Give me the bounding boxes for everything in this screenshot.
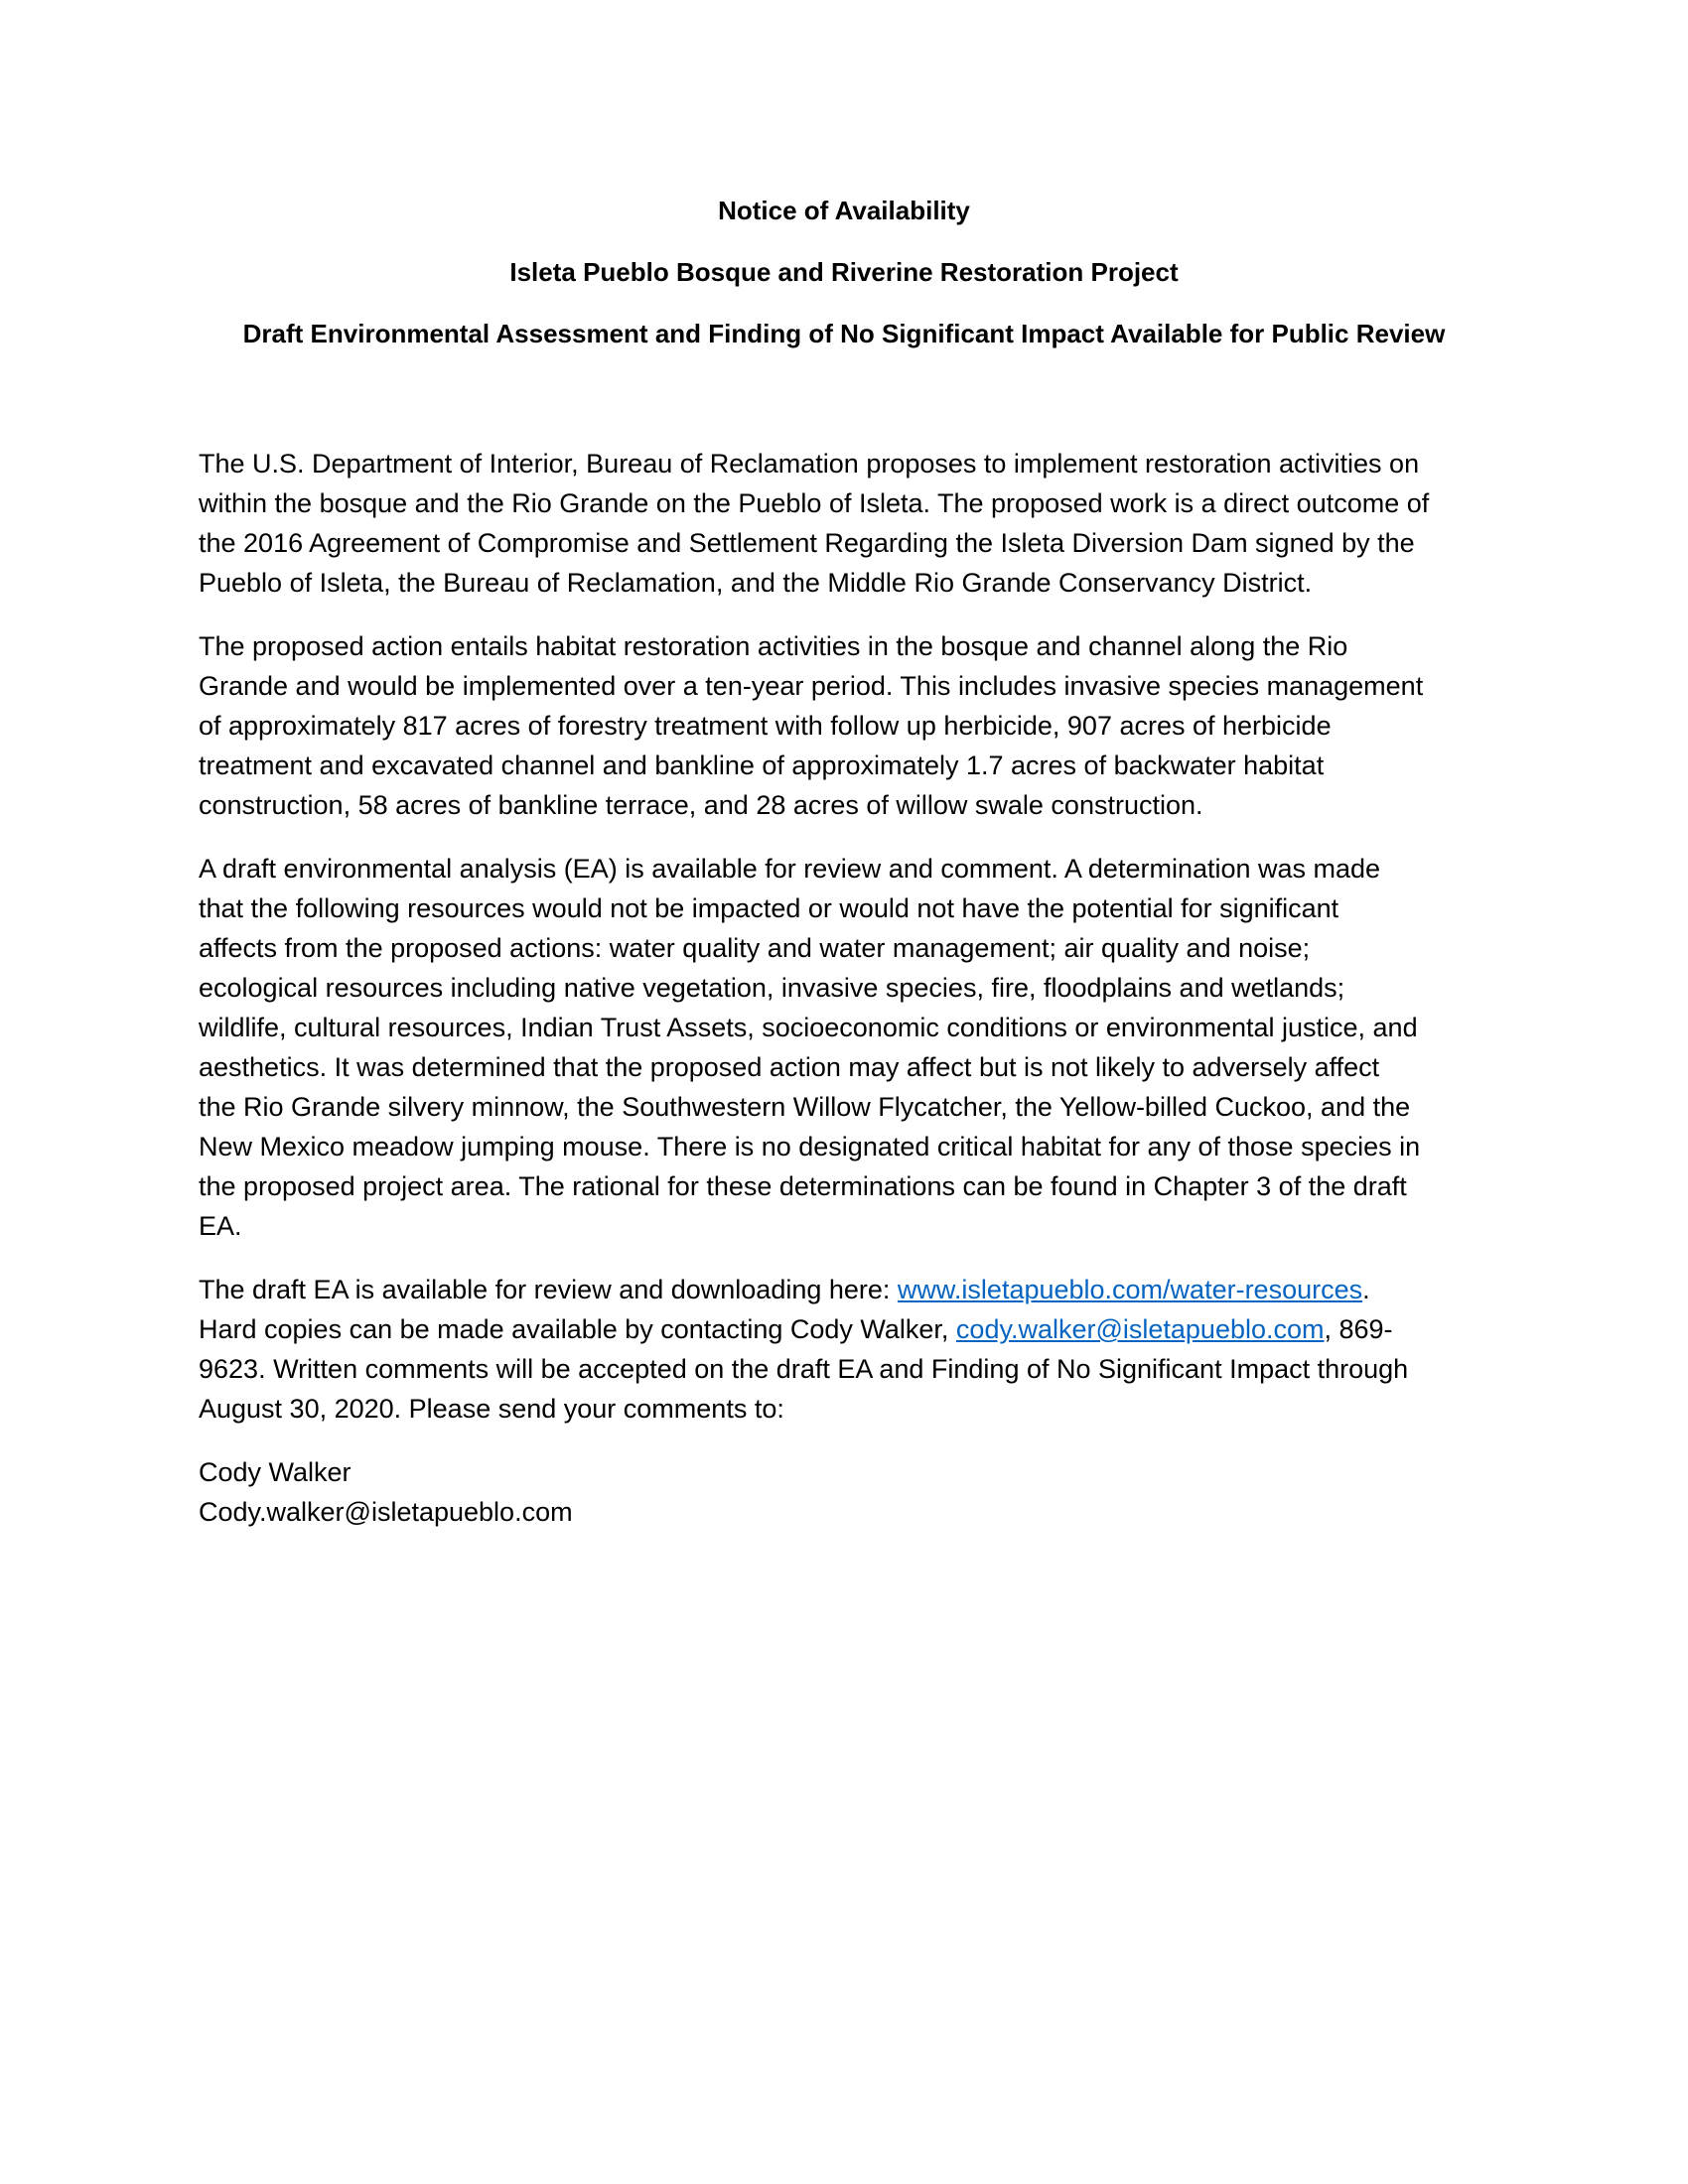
water-resources-link[interactable]: www.isletapueblo.com/water-resources bbox=[897, 1275, 1363, 1304]
notice-title: Notice of Availability bbox=[718, 196, 970, 225]
text-line: The proposed action entails habitat restoration activities in the bosque and channel along the Rio bbox=[199, 631, 1348, 661]
text-line: Pueblo of Isleta, the Bureau of Reclamation, and the Middle Rio Grande Conservancy District. bbox=[199, 568, 1313, 598]
project-name: Isleta Pueblo Bosque and Riverine Restoration Project bbox=[509, 257, 1179, 287]
document-heading: Draft Environmental Assessment and Finding of No Significant Impact Available for Public Review bbox=[242, 319, 1446, 348]
contact-email: Cody.walker@isletapueblo.com bbox=[199, 1497, 573, 1527]
text-line: that the following resources would not be impacted or would not have the potential for significant bbox=[199, 893, 1339, 923]
text-line: treatment and excavated channel and bankline of approximately 1.7 acres of backwater habitat bbox=[199, 751, 1325, 780]
text-line: New Mexico meadow jumping mouse. There is no designated critical habitat for any of those species in bbox=[199, 1132, 1421, 1161]
phone-text: , 869- bbox=[1324, 1314, 1393, 1344]
text-line: aesthetics. It was determined that the proposed action may affect but is not likely to adversely affect bbox=[199, 1052, 1380, 1082]
paragraph-proposed-action bbox=[199, 626, 1489, 825]
text-line: the Rio Grande silvery minnow, the Southwestern Willow Flycatcher, the Yellow-billed Cuckoo, and the bbox=[199, 1092, 1411, 1122]
paragraph-intro bbox=[199, 444, 1489, 603]
text-line: ecological resources including native vegetation, invasive species, fire, floodplains and wetlands; bbox=[199, 973, 1345, 1003]
email-link[interactable]: cody.walker@isletapueblo.com bbox=[955, 1314, 1325, 1344]
paragraph-availability bbox=[199, 1270, 1489, 1429]
contact-text: Hard copies can be made available by contacting Cody Walker, bbox=[199, 1314, 956, 1344]
text-line bbox=[199, 1270, 1489, 1309]
availability-punct: . bbox=[1362, 1275, 1370, 1304]
text-line: construction, 58 acres of bankline terrace, and 28 acres of willow swale construction. bbox=[199, 790, 1203, 820]
text-line: of approximately 817 acres of forestry treatment with follow up herbicide, 907 acres of herbicide bbox=[199, 711, 1332, 741]
text-line: EA. bbox=[199, 1211, 242, 1241]
text-line: Grande and would be implemented over a ten-year period. This includes invasive species management bbox=[199, 671, 1424, 701]
title-block bbox=[149, 195, 1539, 379]
text-line: A draft environmental analysis (EA) is available for review and comment. A determination was made bbox=[199, 854, 1381, 884]
availability-text: The draft EA is available for review and downloading here: bbox=[199, 1275, 898, 1304]
body-text bbox=[199, 444, 1489, 1556]
text-line: The U.S. Department of Interior, Bureau of Reclamation proposes to implement restoration activities on bbox=[199, 449, 1420, 478]
text-line: August 30, 2020. Please send your comments to: bbox=[199, 1394, 784, 1424]
text-line: wildlife, cultural resources, Indian Trust Assets, socioeconomic conditions or environmental justice, and bbox=[199, 1013, 1418, 1042]
text-line: the 2016 Agreement of Compromise and Settlement Regarding the Isleta Diversion Dam signed by the bbox=[199, 528, 1415, 558]
paragraph-determination bbox=[199, 849, 1489, 1246]
text-line: affects from the proposed actions: water quality and water management; air quality and noise; bbox=[199, 933, 1311, 963]
contact-block bbox=[199, 1452, 1489, 1532]
contact-name: Cody Walker bbox=[199, 1457, 352, 1487]
text-line: 9623. Written comments will be accepted on the draft EA and Finding of No Significant Impact through bbox=[199, 1354, 1409, 1384]
text-line: within the bosque and the Rio Grande on the Pueblo of Isleta. The proposed work is a direct outcome of bbox=[199, 488, 1430, 518]
text-line: the proposed project area. The rational for these determinations can be found in Chapter 3 of the draft bbox=[199, 1171, 1407, 1201]
text-line bbox=[199, 1309, 1489, 1349]
